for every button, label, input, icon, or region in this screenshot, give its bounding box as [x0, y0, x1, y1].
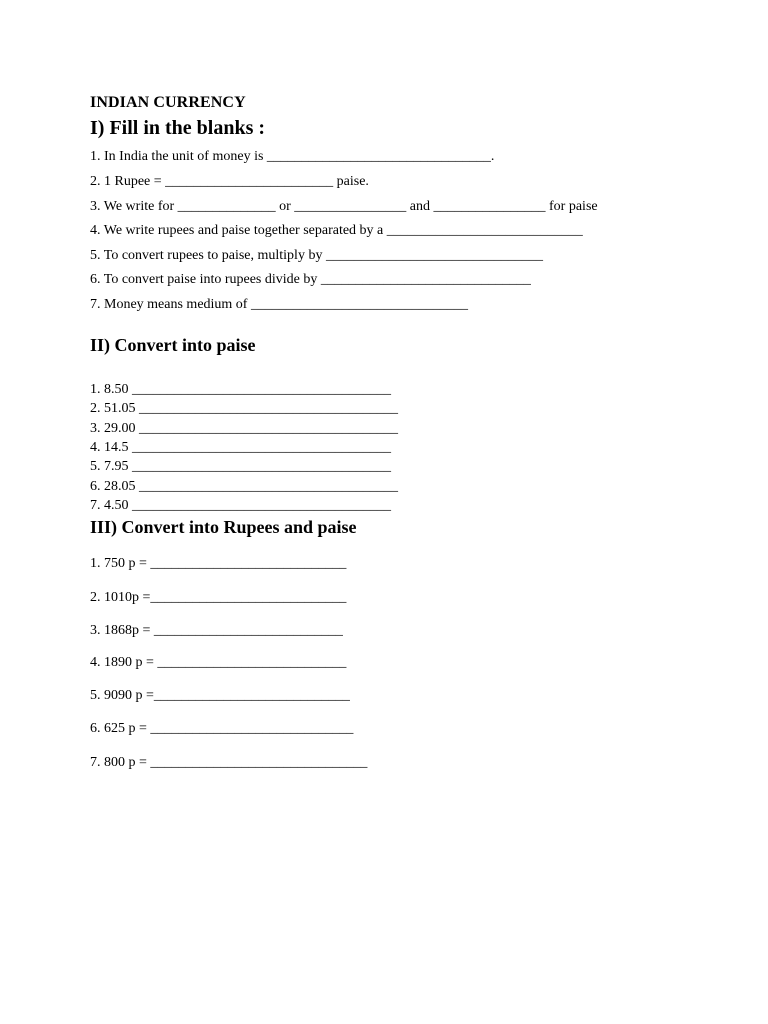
paise-question-6: 6. 28.05 _____________________________________ — [90, 479, 398, 494]
rupees-question-6: 6. 625 p = _____________________________ — [90, 721, 354, 736]
rupees-question-2: 2. 1010p =____________________________ — [90, 590, 347, 605]
blank-question-2: 2. 1 Rupee = ________________________ paise. — [90, 174, 369, 189]
paise-question-4: 4. 14.5 _____________________________________ — [90, 440, 391, 455]
paise-question-3: 3. 29.00 _____________________________________ — [90, 421, 398, 436]
section-heading-fill-in-blanks: I) Fill in the blanks : — [90, 117, 266, 139]
rupees-question-3: 3. 1868p = ___________________________ — [90, 623, 343, 638]
rupees-question-7: 7. 800 p = _______________________________ — [90, 755, 368, 770]
paise-question-7: 7. 4.50 _____________________________________ — [90, 498, 391, 513]
blank-question-7: 7. Money means medium of _______________________________ — [90, 297, 468, 312]
section-heading-convert-paise: II) Convert into paise — [90, 335, 256, 355]
blank-question-6: 6. To convert paise into rupees divide by ______________________________ — [90, 272, 531, 287]
blank-question-5: 5. To convert rupees to paise, multiply by _______________________________ — [90, 248, 543, 263]
blank-question-1: 1. In India the unit of money is ________________________________. — [90, 149, 495, 164]
paise-question-2: 2. 51.05 _____________________________________ — [90, 401, 398, 416]
rupees-question-5: 5. 9090 p =____________________________ — [90, 688, 350, 703]
blank-question-4: 4. We write rupees and paise together separated by a ____________________________ — [90, 223, 583, 238]
rupees-question-4: 4. 1890 p = ___________________________ — [90, 655, 347, 670]
section-heading-convert-rupees: III) Convert into Rupees and paise — [90, 517, 357, 537]
rupees-question-1: 1. 750 p = ____________________________ — [90, 556, 347, 571]
blank-question-3: 3. We write for ______________ or ________________ and ________________ for paise — [90, 199, 598, 214]
paise-question-1: 1. 8.50 _____________________________________ — [90, 382, 391, 397]
paise-question-5: 5. 7.95 _____________________________________ — [90, 459, 391, 474]
document-title: INDIAN CURRENCY — [90, 94, 246, 111]
